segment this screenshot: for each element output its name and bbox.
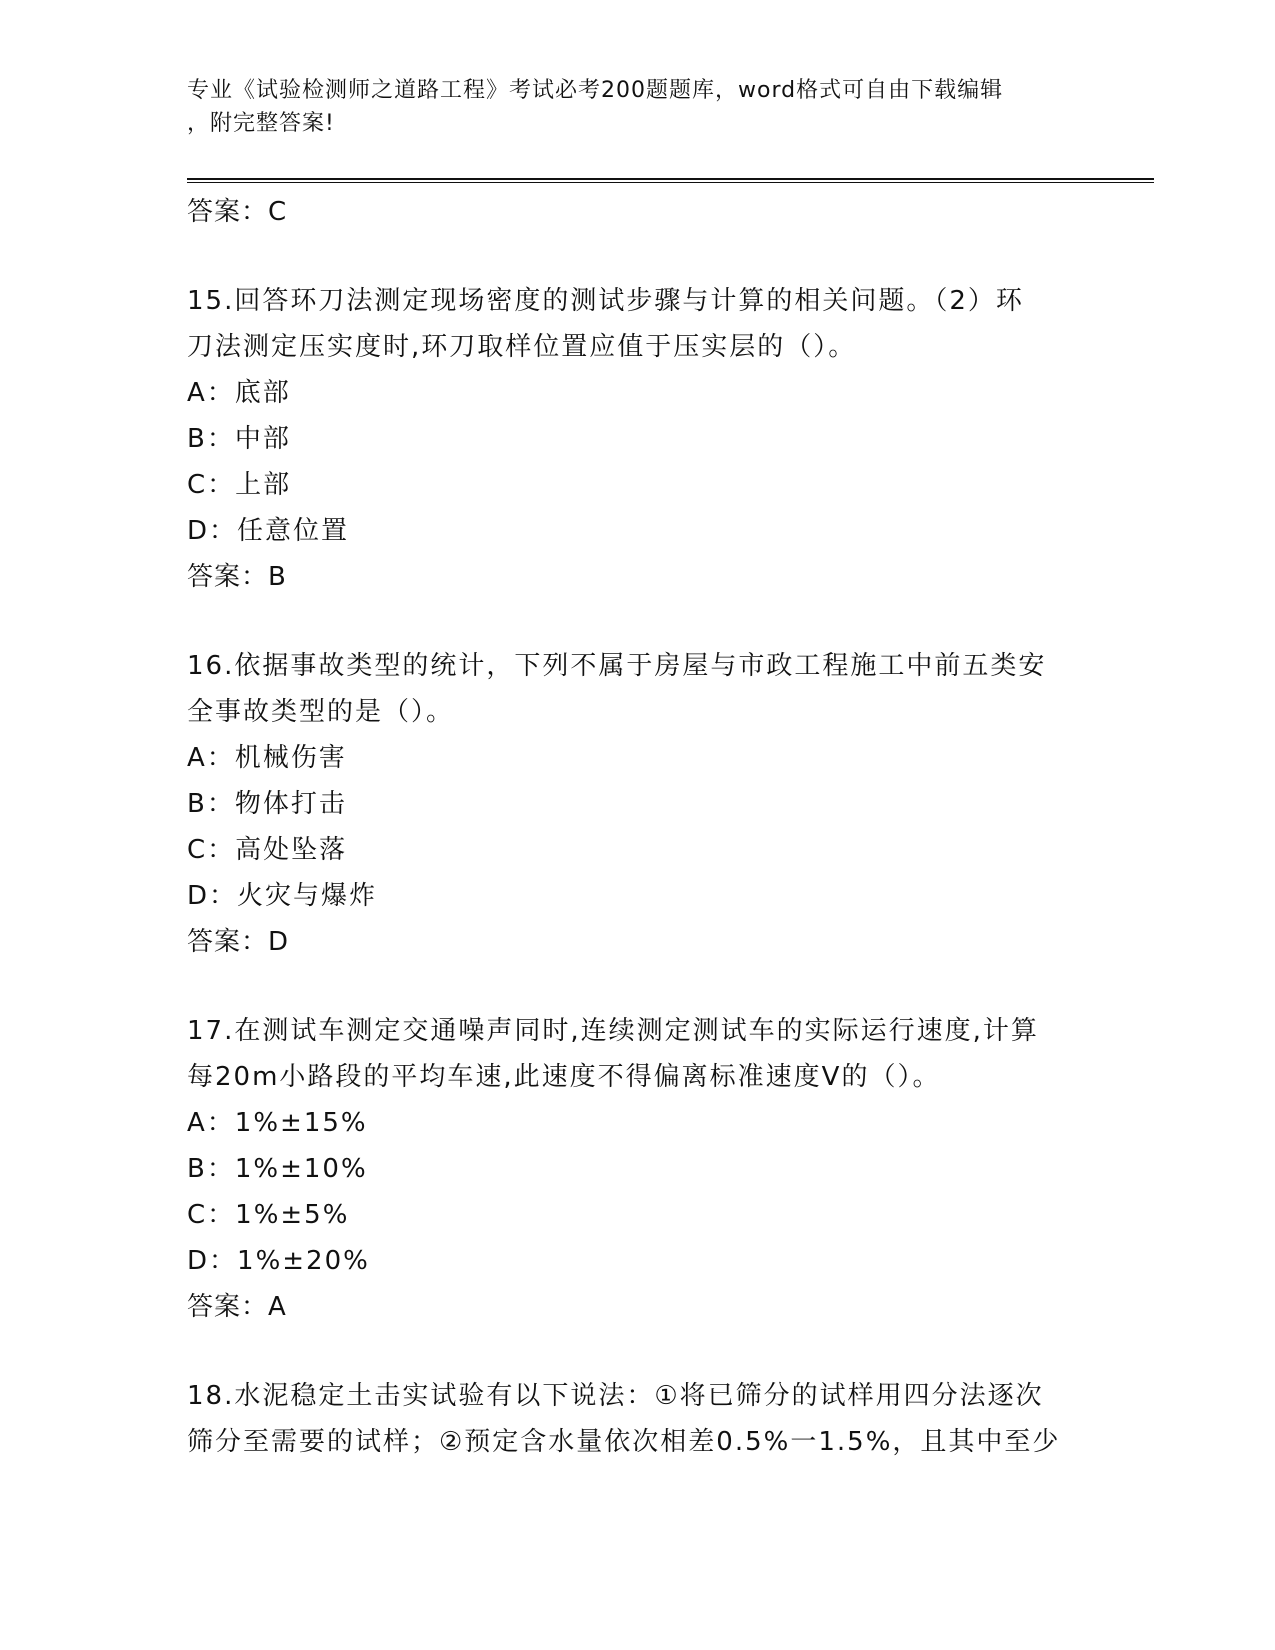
question-line: 18.水泥稳定土击实试验有以下说法：①将已筛分的试样用四分法逐次 (187, 1381, 1044, 1411)
question-text (187, 643, 1087, 735)
question-block (187, 643, 1087, 965)
option-c: C：上部 (187, 470, 292, 500)
question-text (187, 278, 1087, 370)
option-b: B：1%±10% (187, 1154, 368, 1184)
answer-line: 答案：A (187, 1292, 287, 1322)
spacer (187, 235, 1087, 278)
question-line: 刀法测定压实度时,环刀取样位置应值于压实层的（）。 (187, 332, 857, 362)
spacer (187, 965, 1087, 1008)
answer-line: 答案：B (187, 562, 287, 592)
option-c: C：高处坠落 (187, 835, 348, 865)
option-a: A：机械伤害 (187, 743, 347, 773)
header-divider-thick (187, 178, 1154, 180)
question-line: 全事故类型的是（）。 (187, 697, 455, 727)
option-a: A：底部 (187, 378, 291, 408)
option-a: A：1%±15% (187, 1108, 368, 1138)
answer-line: 答案：C (187, 197, 288, 227)
header-divider-thin (187, 182, 1154, 183)
spacer (187, 1330, 1087, 1373)
option-b: B：物体打击 (187, 789, 347, 819)
spacer (187, 600, 1087, 643)
option-d: D：任意位置 (187, 516, 350, 546)
question-block (187, 1373, 1087, 1465)
option-c: C：1%±5% (187, 1200, 350, 1230)
header-line-2: ，附完整答案! (187, 111, 335, 136)
question-text (187, 1373, 1087, 1465)
question-line: 17.在测试车测定交通噪声同时,连续测定测试车的实际运行速度,计算 (187, 1016, 1039, 1046)
question-block (187, 278, 1087, 600)
header-line-1: 专业《试验检测师之道路工程》考试必考200题题库，word格式可自由下载编辑 (187, 78, 1004, 103)
question-line: 15.回答环刀法测定现场密度的测试步骤与计算的相关问题。（2）环 (187, 286, 1024, 316)
question-line: 每20m小路段的平均车速,此速度不得偏离标准速度V的（）。 (187, 1062, 941, 1092)
option-d: D：1%±20% (187, 1246, 370, 1276)
question-block (187, 1008, 1087, 1330)
document-header (187, 74, 1087, 140)
question-line: 筛分至需要的试样；②预定含水量依次相差0.5%一1.5%，且其中至少 (187, 1427, 1061, 1457)
document-body (187, 189, 1087, 1465)
answer-line: 答案：D (187, 927, 290, 957)
question-text (187, 1008, 1087, 1100)
question-line: 16.依据事故类型的统计，下列不属于房屋与市政工程施工中前五类安 (187, 651, 1047, 681)
option-d: D：火灾与爆炸 (187, 881, 378, 911)
option-b: B：中部 (187, 424, 291, 454)
